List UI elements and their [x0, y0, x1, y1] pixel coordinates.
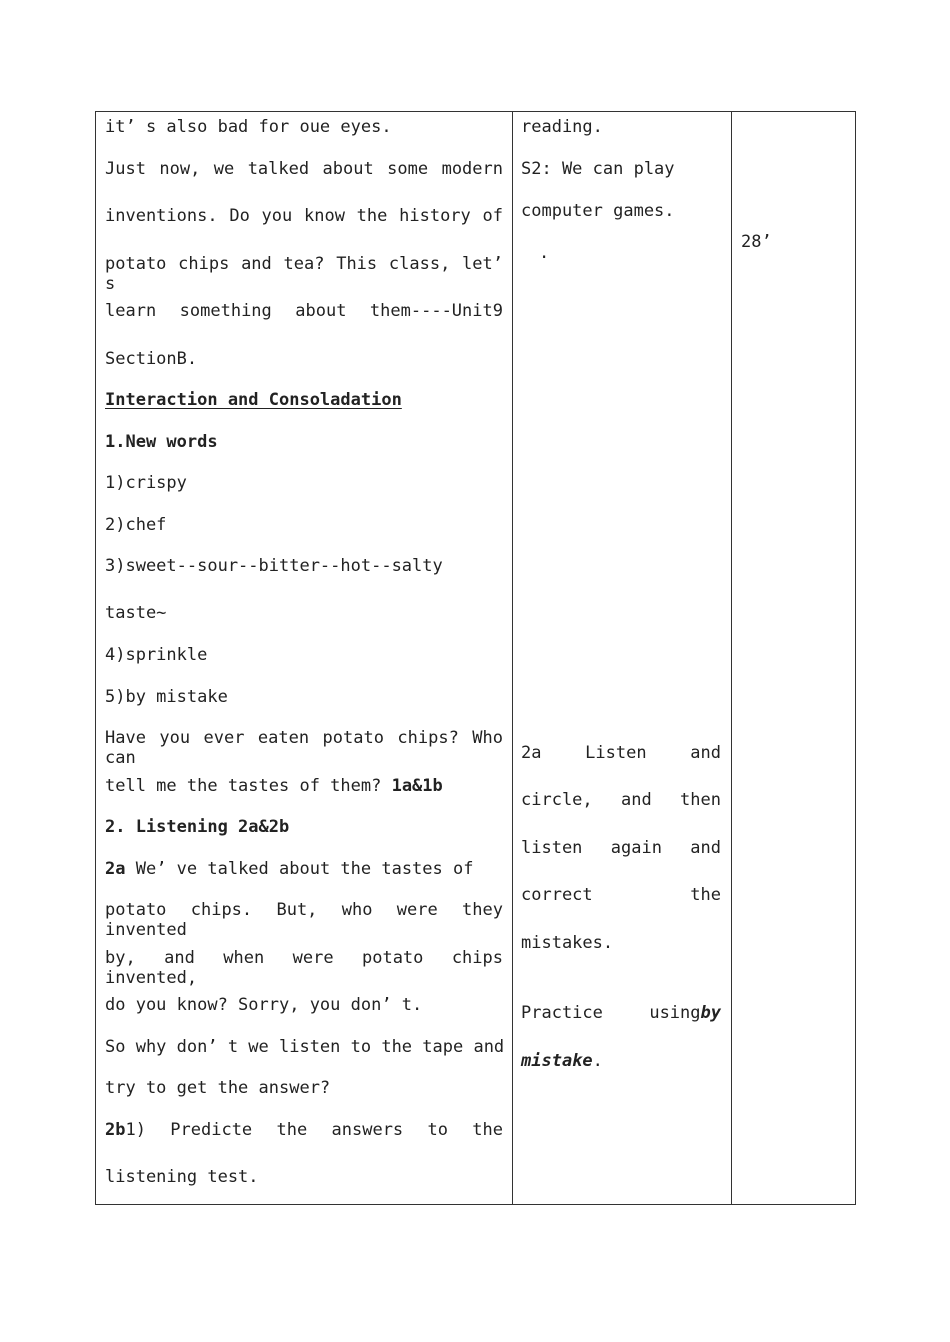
activity-ref: 2b — [105, 1120, 126, 1140]
activity-ref: 2a — [105, 859, 126, 879]
text-span: . — [592, 1051, 603, 1071]
text-line: listen again and — [521, 838, 721, 858]
text-line — [105, 859, 503, 879]
activity-ref: 1a&1b — [391, 776, 443, 796]
time-value: 28’ — [741, 232, 772, 252]
text-line — [105, 1120, 503, 1140]
text-line: Have you ever eaten potato chips? Who can — [105, 728, 503, 768]
text-line: learn something about them----Unit9 — [105, 301, 503, 321]
column-divider — [731, 112, 732, 1204]
word-item: 1)crispy — [105, 473, 187, 493]
text-line: reading. — [521, 117, 603, 137]
teacher-activity-column — [105, 112, 503, 1204]
text-line: try to get the answer? — [105, 1078, 331, 1098]
word-item: 2)chef — [105, 515, 167, 535]
section-heading: Interaction and Consoladation — [105, 390, 402, 410]
text-line: circle, and then — [521, 790, 721, 810]
emphasis-text: by — [700, 1003, 721, 1023]
student-activity-column — [521, 112, 721, 1204]
text-span: tell me the tastes of them? — [105, 776, 392, 796]
text-line: Just now, we talked about some modern — [105, 159, 503, 179]
text-line: computer games. — [521, 201, 675, 221]
text-line — [521, 1051, 721, 1071]
word-item: 4)sprinkle — [105, 645, 208, 665]
text-line: . — [539, 243, 550, 263]
text-line: it’ s also bad for oue eyes. — [105, 117, 392, 137]
word-item: taste~ — [105, 603, 167, 623]
text-line: do you know? Sorry, you don’ t. — [105, 995, 423, 1015]
new-words-title: 1.New words — [105, 432, 218, 452]
text-line: correct the — [521, 885, 721, 905]
text-line — [105, 776, 503, 796]
text-line: SectionB. — [105, 349, 198, 369]
listening-title: 2. Listening 2a&2b — [105, 817, 290, 837]
time-column — [741, 112, 841, 1204]
column-divider — [512, 112, 513, 1204]
text-line: by, and when were potato chips invented, — [105, 948, 503, 988]
text-line: potato chips and tea? This class, let’ s — [105, 254, 503, 294]
text-line: inventions. Do you know the history of — [105, 206, 503, 226]
text-line: So why don’ t we listen to the tape and — [105, 1037, 505, 1057]
text-line: 2a Listen and — [521, 743, 721, 763]
word-item: 3)sweet--sour--bitter--hot--salty — [105, 556, 443, 576]
lesson-plan-table — [95, 111, 856, 1205]
text-span: Practice using — [521, 1003, 701, 1023]
text-line: listening test. — [105, 1167, 259, 1187]
text-line: potato chips. But, who were they invented — [105, 900, 503, 940]
text-line — [521, 1003, 721, 1023]
text-span: We’ ve talked about the tastes of — [125, 859, 474, 879]
emphasis-text: mistake — [521, 1051, 593, 1071]
text-span: 1) Predicte the answers to the — [125, 1120, 503, 1140]
text-line: S2: We can play — [521, 159, 675, 179]
text-line: mistakes. — [521, 933, 614, 953]
word-item: 5)by mistake — [105, 687, 228, 707]
